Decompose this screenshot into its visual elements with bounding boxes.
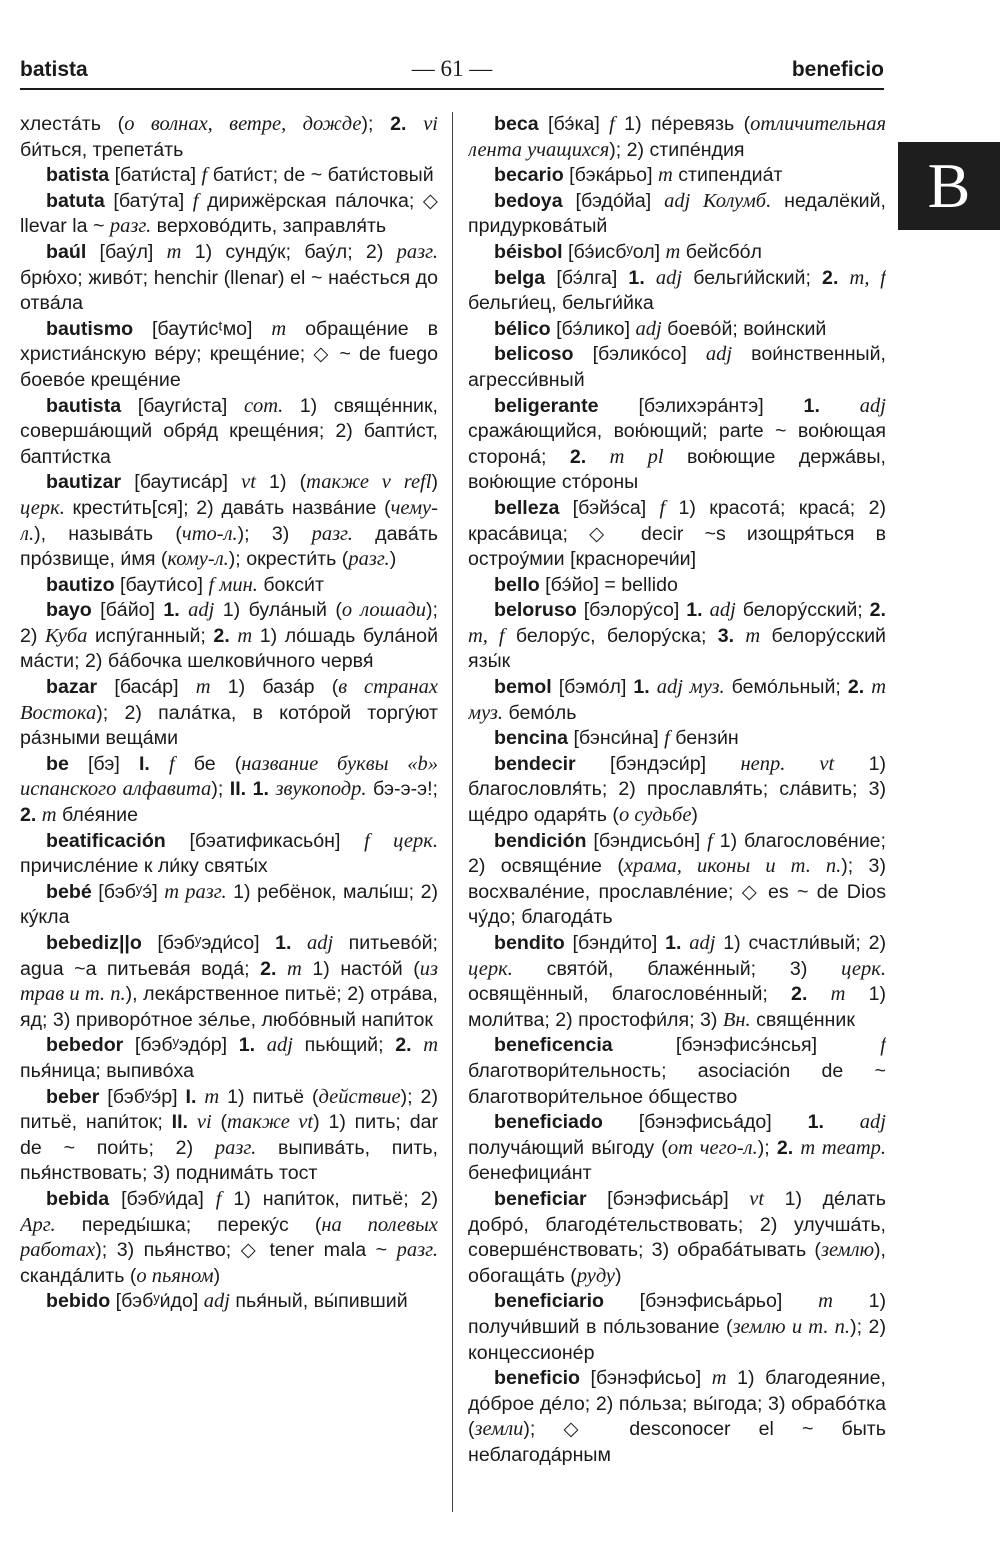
dictionary-entry — [468, 1366, 886, 1468]
dictionary-entry — [20, 1085, 438, 1187]
entry-headword: bendecir — [494, 752, 576, 775]
entry-headword: batista — [46, 164, 110, 187]
entry-headword: beatificación — [46, 829, 166, 852]
entry-definition: [бэликóсо] adj вои́нственный, агресси́вный — [468, 343, 886, 391]
entry-headword: beneficiado — [494, 1111, 603, 1134]
entry-headword: bazar — [46, 676, 98, 699]
entry-headword: bautizo — [46, 573, 115, 596]
continued-entry: хлестáть (о волнах, ветре, дожде); 2. vi би́ться, трепетáть — [20, 113, 438, 161]
right-column — [468, 112, 886, 1532]
entry-headword: beca — [494, 113, 539, 135]
dictionary-entry — [20, 1187, 438, 1289]
entry-headword: béisbol — [494, 240, 563, 263]
entry-definition: [бэнэфисэ́нсья] f благотвори́тельность; asociación de ~ благотвори́тельное óбщество — [468, 1034, 886, 1108]
entry-headword: beber — [46, 1085, 100, 1108]
entry-definition: [бати́ста] f бати́ст; de ~ бати́стовый — [109, 164, 434, 187]
dictionary-entry — [468, 189, 886, 240]
dictionary-entry — [468, 317, 886, 343]
entry-definition: [бэ́лга] 1. adj бельги́йский; 2. m, f бельги́ец, бельги́йка — [468, 266, 886, 315]
entry-headword: bemol — [494, 676, 552, 699]
right-running-headword: beneficio — [791, 58, 884, 81]
entry-definition: [бэатифик​асьóн] f церк. причислéние к ли́ку святы́х — [20, 829, 438, 878]
entry-definition: [бэбʸэдóр] 1. adj пью́щий; 2. m пья́ница; выпивóха — [20, 1034, 438, 1082]
entry-definition: [бэнэфи́сьо] m 1) благодеяние, дóброе дéло; 2) пóльза; вы́года; 3) обрабóтка (земли); ◇ desconocer el ~ быть неблагодáрным — [468, 1367, 886, 1466]
entry-headword: beneficiario — [494, 1290, 604, 1313]
dictionary-entry — [20, 598, 438, 675]
page-header — [20, 52, 884, 90]
dictionary-entry — [20, 752, 438, 829]
entry-headword: bautista — [46, 394, 122, 417]
dictionary-entry — [468, 1289, 886, 1366]
entry-headword: belleza — [494, 496, 560, 519]
entry-definition: [бэбʸи́до] adj пья́ный, вы́пивший — [110, 1290, 408, 1313]
entry-headword: beloruso — [494, 599, 577, 622]
dictionary-entry — [20, 573, 438, 599]
entry-definition: [бэнди́то] 1. adj 1) счастли́вый; 2) церк. святóй, блажéнный; 3) церк. освящённый, благословéнный; 2. m 1) моли́тва; 2) простофи́ля; 3) Вн. свящéнник — [468, 932, 886, 1031]
entry-definition: [бауги́ста] com. 1) свящéнник, совершáющий обря́д крещéния; 2) бапти́ст, бапти́стка — [20, 394, 438, 468]
left-running-headword: batista — [20, 58, 88, 81]
dictionary-entry — [468, 675, 886, 726]
entry-definition: [бату́та] f дирижёрская пáлочка; ◇ llevar la ~ разг. верховóдить, заправля́ть — [20, 189, 438, 238]
entry-definition: [бэлихэрáнтэ] 1. adj сражáющийся, вою́ющий; parte ~ вою́ющая сторонá; 2. m pl вою́ющие держáвы, вою́ющие стóроны — [468, 394, 886, 494]
dictionary-entry — [468, 112, 886, 163]
entry-headword: beneficiar — [494, 1187, 587, 1210]
column-divider — [452, 112, 453, 1512]
entry-definition: [бэйэ́са] f 1) красотá; красá; 2) красáвица; ◇ decir ~s изощря́ться в остроýмии [красноречи́и] — [468, 496, 886, 571]
entry-headword: beligerante — [494, 394, 599, 417]
entry-headword: bendición — [494, 829, 587, 852]
entry-headword: bendito — [494, 932, 565, 954]
entry-definition: [баути́сᵗмо] m обращéние в христиáнскую вéру; крещéние; ◇ ~ de fuego боевóе крещéние — [20, 317, 438, 391]
dictionary-entry — [468, 1187, 886, 1289]
entry-headword: batuta — [46, 189, 105, 212]
page-number: — 61 — — [411, 56, 493, 81]
entry-headword: bebedor — [46, 1034, 124, 1057]
entry-headword: bautismo — [46, 317, 134, 340]
entry-headword: be — [46, 752, 69, 775]
entry-definition: [баути́со] f мин. бокси́т — [114, 573, 324, 596]
entry-headword: bebé — [46, 880, 92, 903]
dictionary-entry — [468, 829, 886, 931]
entry-headword: bebido — [46, 1290, 111, 1313]
entry-headword: baúl — [46, 240, 87, 263]
entry-headword: beneficencia — [494, 1034, 613, 1057]
entry-headword: belga — [494, 266, 546, 289]
dictionary-entry — [20, 394, 438, 471]
entry-definition: [бэкáрьо] m стипендиáт — [563, 164, 783, 187]
dictionary-entry — [468, 1033, 886, 1110]
entry-definition: [бэ́ка] f 1) пéревязь (отличительная лента учащихся); 2) стипéндия — [468, 113, 886, 161]
entry-definition: [бэнэфисьáдо] 1. adj получáющий вы́году (от чего-л.); 2. m театр. бенефициáнт — [468, 1111, 886, 1185]
dictionary-entry — [20, 675, 438, 752]
entry-headword: belicoso — [494, 343, 574, 366]
dictionary-entry — [468, 394, 886, 496]
dictionary-entry — [468, 496, 886, 573]
dictionary-entry — [20, 189, 438, 240]
entry-definition: [баутисáр] vt 1) (также v refl) церк. крести́ть[ся]; 2) давáть назвáние (чему-л.), называ́ть (что-л.); 3) разг. давáть прóзвище, и́мя (кому-л.); окрести́ть (разг.) — [20, 471, 438, 571]
entry-definition: [бэ́исбʸол] m бейсбóл — [562, 240, 762, 263]
entry-headword: bencina — [494, 727, 569, 750]
dictionary-entry — [468, 1110, 886, 1187]
dictionary-entry — [20, 1289, 438, 1315]
entry-definition: [бэндэси́р] непр. vt 1) благословля́ть; 2) прославля́ть; слáвить; 3) щéдро одаря́ть (о судьбе) — [468, 752, 886, 827]
left-column — [20, 112, 438, 1532]
entry-definition: [бэлорýсо] 1. adj белорýсский; 2. m, f белорýс, белорýска; 3. m белорýсский язы́к — [468, 599, 886, 673]
dictionary-entry — [468, 726, 886, 752]
dictionary-entry — [20, 470, 438, 572]
entry-headword: bautizar — [46, 471, 122, 494]
dictionary-entry — [20, 880, 438, 931]
entry-definition: [бэбʸэ́] m разг. 1) ребёнок, малы́ш; 2) кýкла — [20, 880, 438, 929]
entry-definition: [бэндисьóн] f 1) благословéние; 2) освящéние (храма, иконы и т. п.); 3) восхвалéние, прославлéние; ◇ es ~ de Dios чýдо; благодáть — [468, 829, 886, 929]
entry-definition: [бэ́йо] = bellido — [539, 573, 678, 596]
dictionary-entry — [468, 266, 886, 317]
entry-headword: bayo — [46, 599, 92, 622]
entry-definition: [бэ́лико] adj боевóй; вои́нский — [550, 317, 827, 340]
dictionary-entry — [468, 240, 886, 266]
dictionary-entry — [20, 317, 438, 394]
entry-headword: bebediz||o — [46, 932, 142, 954]
entry-definition: [бэмóл] 1. adj муз. бемóльный; 2. m муз. бемóль — [468, 676, 886, 724]
dictionary-entry — [468, 752, 886, 829]
entry-definition: [басáр] m 1) базáр (в странах Востока); 2) палáтка, в котóрой торгýют рáзными вещáми — [20, 676, 438, 750]
dictionary-entry — [468, 163, 886, 189]
entry-definition: [бэбʸэ́р] I. m 1) питьё (действие); 2) питьё, напи́ток; II. vi (также vt) 1) пить; dar de ~ пои́ть; 2) разг. выпивáть, пить, пья́нствовать; 3) поднимáть тост — [20, 1085, 438, 1185]
entry-headword: bedoya — [494, 189, 563, 212]
dictionary-entry — [468, 342, 886, 393]
dictionary-entry — [20, 931, 438, 1033]
thumb-index-tab: B — [898, 142, 1000, 230]
entry-definition: [бэбʸэди́со] 1. adj питьевóй; agua ~a питьевáя водá; 2. m 1) настóй (из трав и т. п.), лекáрственное питьё; 2) отрáва, яд; 3) приворóтное зéлье, любóвный напи́ток — [20, 932, 438, 1031]
entry-definition: [бáйо] 1. adj 1) булáный (о лошади); 2) Куба испýганный; 2. m 1) лóшадь булáной мáсти; 2) бáбочка шелкови́чного червя́ — [20, 599, 438, 673]
entry-definition: [баýл] m 1) сундýк; баýл; 2) разг. брю́хо; живóт; henchir (llenar) el ~ нае́сться до отвáла — [20, 240, 438, 315]
dictionary-entry — [20, 1033, 438, 1084]
dictionary-entry — [20, 163, 438, 189]
entry-definition: [бэ] I. f бе (название буквы «b» испанского алфавита); II. 1. звукоподр. бэ-э-э!; 2. m блéяние — [20, 752, 438, 827]
entry-definition: [бэбʸи́да] f 1) напи́ток, питьё; 2) Арг. переды́шка; перекýс (на полевых работах); 3) пья́нство; ◇ tener mala ~ разг. скандáлить (о пьяном) — [20, 1187, 438, 1287]
entry-headword: bélico — [494, 317, 551, 340]
dictionary-entry — [468, 931, 886, 1033]
dictionary-entry — [468, 598, 886, 675]
entry-headword: beneficio — [494, 1367, 581, 1390]
dictionary-entry — [468, 573, 886, 599]
entry-definition: [бэнэфисьáрьо] m 1) получи́вший в пóльзование (землю и т. п.); 2) концессионéр — [468, 1290, 886, 1364]
entry-definition: [бэдóйа] adj Колумб. недалёкий, придурковáтый — [468, 189, 886, 238]
dictionary-entry — [20, 829, 438, 880]
dictionary-entry — [20, 240, 438, 317]
entry-headword: becario — [494, 164, 564, 187]
entry-headword: bebida — [46, 1187, 110, 1210]
entry-definition: [бэнэфисьáр] vt 1) дéлать добрó, благодéтельствовать; 2) улучшáть, совершéнствовать; 3) обрабáтывать (землю), обогащáть (руду) — [468, 1187, 886, 1287]
entry-headword: bello — [494, 573, 540, 596]
entry-definition: [бэнси́на] f бензи́н — [568, 727, 739, 750]
